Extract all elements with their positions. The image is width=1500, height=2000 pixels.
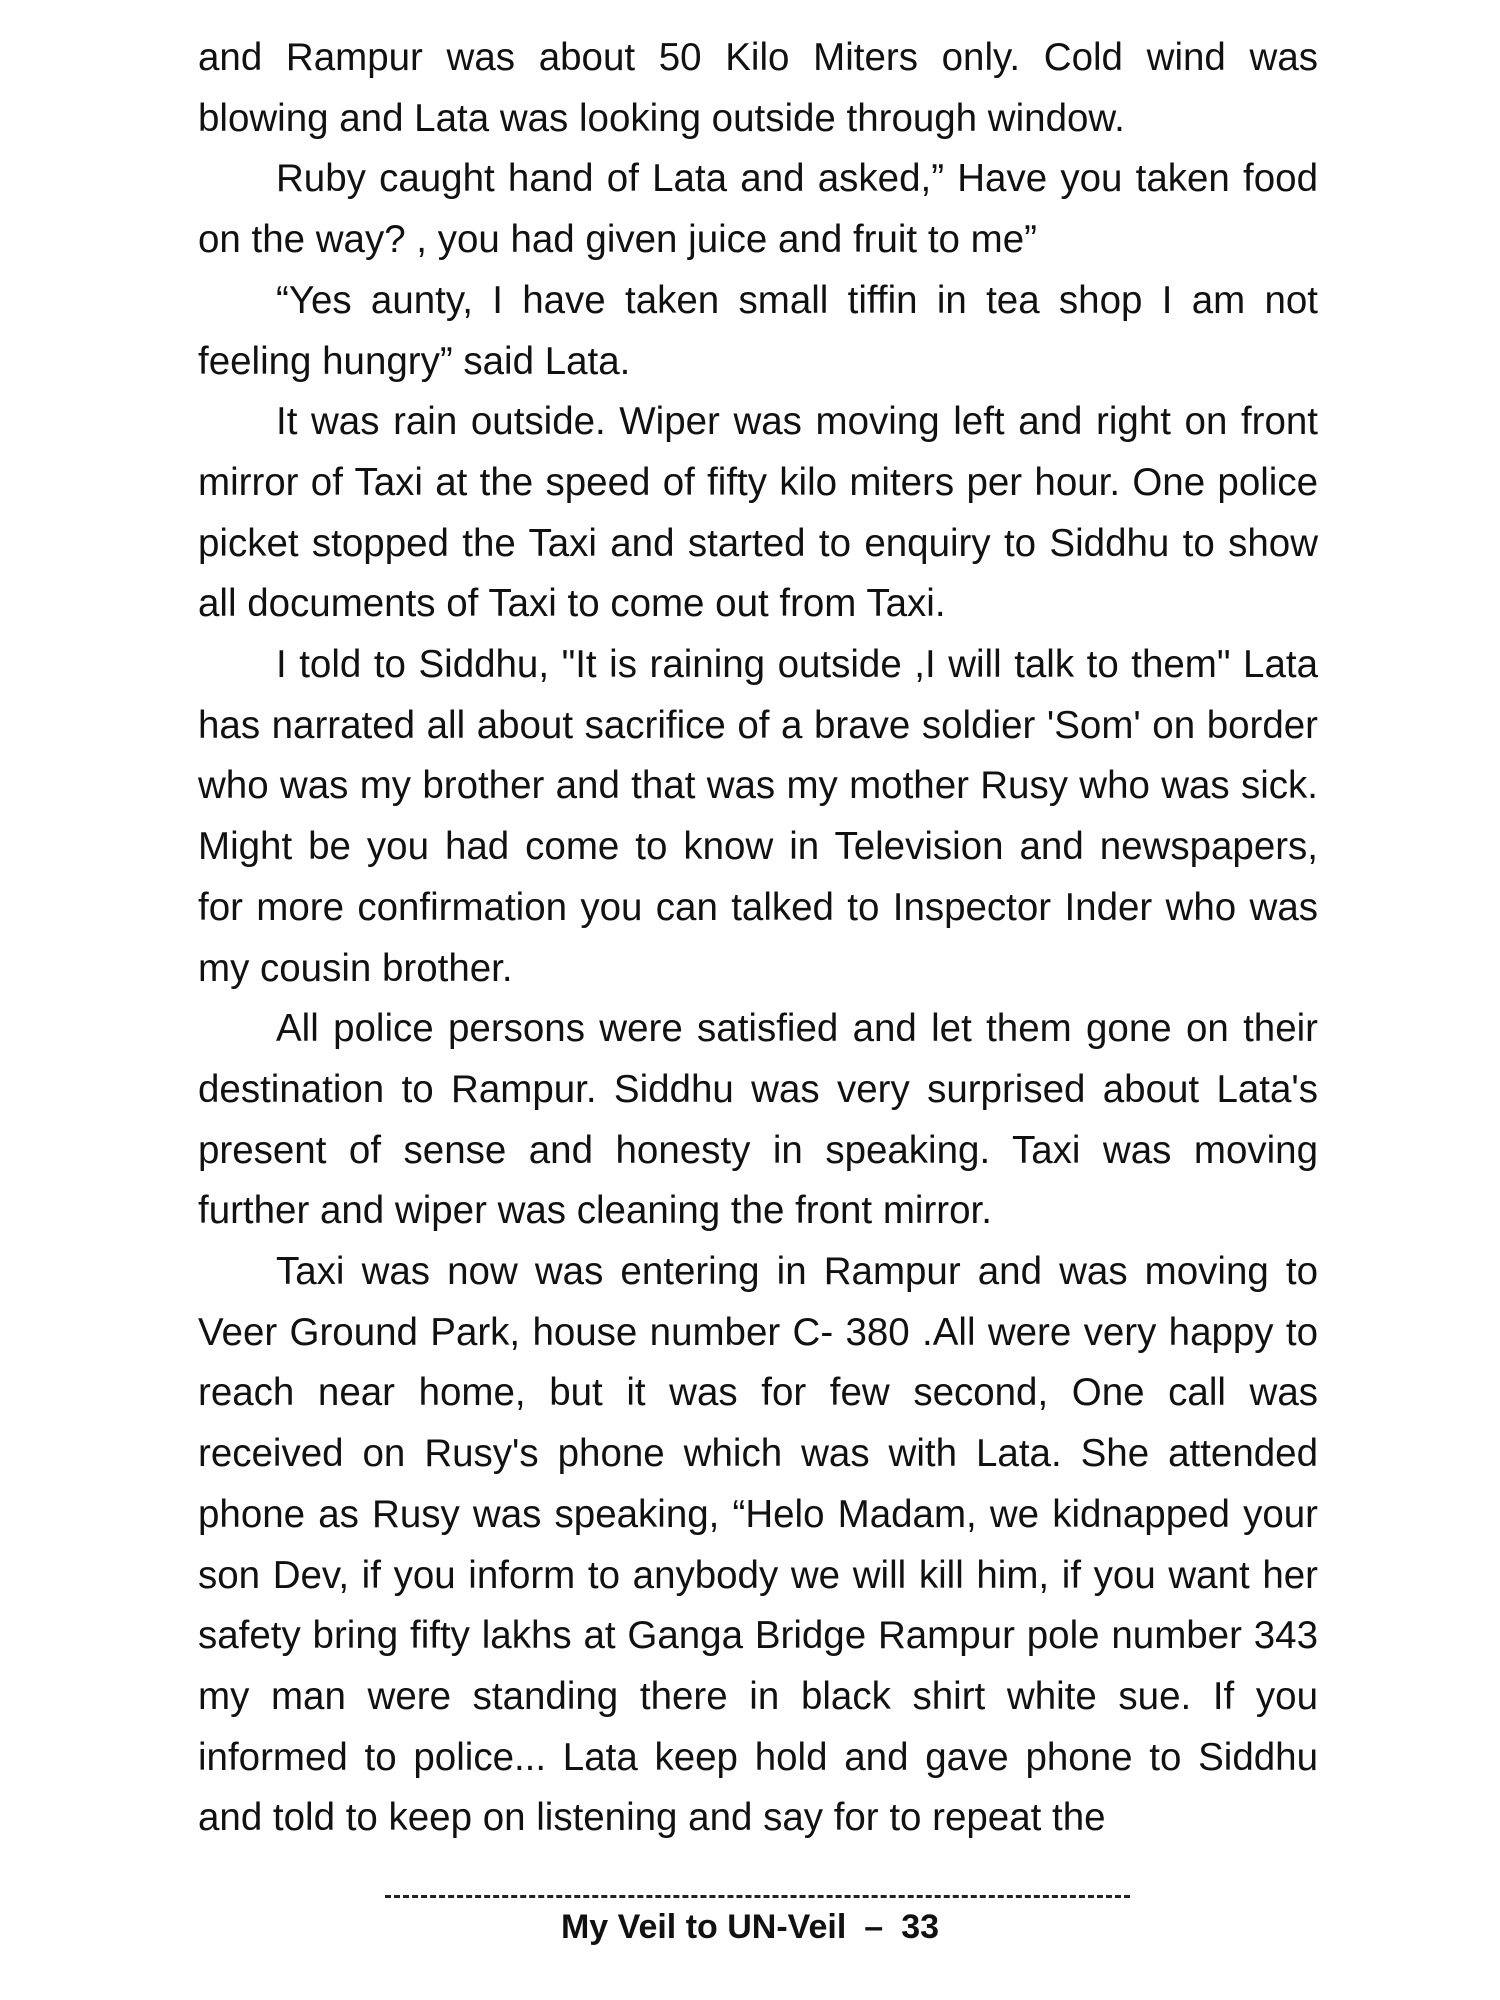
footer-separator: –	[864, 1908, 884, 1946]
page-footer	[0, 1908, 1500, 1947]
paragraph-2: Ruby caught hand of Lata and asked,” Have you taken food on the way? , you had given juice and fruit to me”	[198, 157, 1318, 262]
paragraph-5: I told to Siddhu, "It is raining outside ,I will talk to them" Lata has narrated all about sacrifice of a brave soldier 'Som' on border who was my brother and that was my mother Rusy who was sick. Might be you had come to know in Television and newspapers, for more confirmation you can talked to Inspector Inder who was my cousin brother.	[198, 643, 1318, 990]
page-number: 33	[901, 1908, 940, 1946]
footer-divider	[385, 1895, 1130, 1898]
paragraph-4: It was rain outside. Wiper was moving left and right on front mirror of Taxi at the speed of fifty kilo miters per hour. One police picket stopped the Taxi and started to enquiry to Siddhu to show all documents of Taxi to come out from Taxi.	[198, 400, 1318, 626]
paragraph-6: All police persons were satisfied and let them gone on their destination to Rampur. Siddhu was very surprised about Lata's present of sense and honesty in speaking. Taxi was moving further and wiper was cleaning the front mirror.	[198, 1007, 1318, 1233]
paragraph-7: Taxi was now was entering in Rampur and was moving to Veer Ground Park, house number C- 380 .All were very happy to reach near home, but it was for few second, One call was received on Rusy's phone which was with Lata. She attended phone as Rusy was speaking, “Helo Madam, we kidnapped your son Dev, if you inform to anybody we will kill him, if you want her safety bring fifty lakhs at Ganga Bridge Rampur pole number 343 my man were standing there in black shirt white sue. If you informed to police... Lata keep hold and gave phone to Siddhu and told to keep on listening and say for to repeat the	[198, 1250, 1318, 1840]
page-body	[198, 28, 1318, 1849]
paragraph-1: and Rampur was about 50 Kilo Miters only. Cold wind was blowing and Lata was looking outside through window.	[198, 36, 1318, 140]
footer-book-title: My Veil to UN-Veil	[560, 1908, 847, 1946]
paragraph-3: “Yes aunty, I have taken small tiffin in tea shop I am not feeling hungry” said Lata.	[198, 278, 1318, 383]
